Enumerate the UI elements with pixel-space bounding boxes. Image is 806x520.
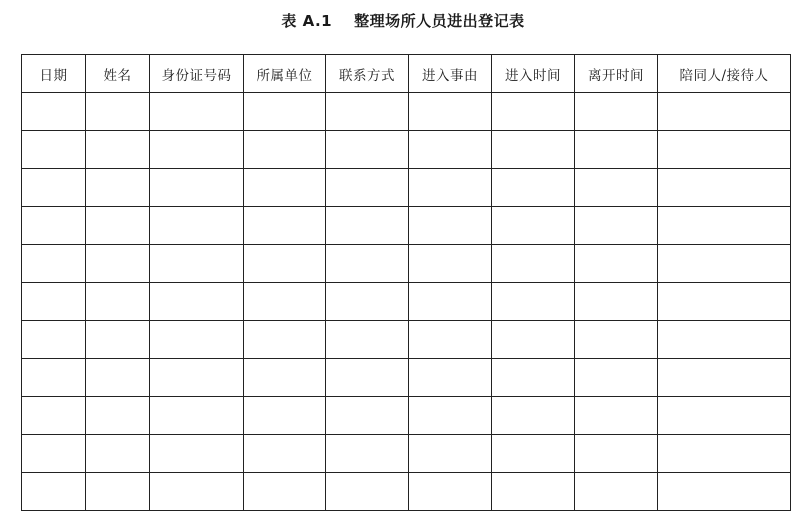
table-cell[interactable] [326, 169, 409, 207]
table-cell[interactable] [409, 245, 492, 283]
header-name: 姓名 [86, 55, 150, 93]
table-cell[interactable] [150, 359, 244, 397]
table-cell[interactable] [86, 169, 150, 207]
table-cell[interactable] [492, 245, 575, 283]
table-cell[interactable] [326, 435, 409, 473]
table-cell[interactable] [150, 93, 244, 131]
table-cell[interactable] [492, 131, 575, 169]
table-row [22, 93, 791, 131]
table-cell[interactable] [150, 321, 244, 359]
table-cell[interactable] [409, 397, 492, 435]
table-cell[interactable] [326, 321, 409, 359]
table-cell[interactable] [86, 245, 150, 283]
table-cell[interactable] [150, 397, 244, 435]
table-cell[interactable] [575, 245, 658, 283]
table-cell[interactable] [150, 131, 244, 169]
table-row [22, 397, 791, 435]
table-cell[interactable] [575, 321, 658, 359]
table-row [22, 473, 791, 511]
table-cell[interactable] [244, 207, 326, 245]
table-cell[interactable] [658, 397, 791, 435]
table-cell[interactable] [658, 473, 791, 511]
table-cell[interactable] [658, 435, 791, 473]
table-cell[interactable] [409, 131, 492, 169]
table-cell[interactable] [244, 435, 326, 473]
header-id-number: 身份证号码 [150, 55, 244, 93]
table-cell[interactable] [575, 359, 658, 397]
table-cell[interactable] [492, 169, 575, 207]
table-cell[interactable] [86, 131, 150, 169]
table-cell[interactable] [492, 93, 575, 131]
table-cell[interactable] [86, 435, 150, 473]
table-cell[interactable] [244, 397, 326, 435]
table-cell[interactable] [22, 359, 86, 397]
table-cell[interactable] [409, 207, 492, 245]
table-cell[interactable] [150, 169, 244, 207]
table-cell[interactable] [22, 207, 86, 245]
table-cell[interactable] [150, 435, 244, 473]
table-cell[interactable] [244, 359, 326, 397]
table-cell[interactable] [22, 397, 86, 435]
table-number: 表 A.1 [281, 12, 333, 30]
table-cell[interactable] [658, 207, 791, 245]
table-cell[interactable] [244, 283, 326, 321]
table-cell[interactable] [22, 283, 86, 321]
table-cell[interactable] [575, 131, 658, 169]
table-cell[interactable] [492, 473, 575, 511]
table-cell[interactable] [22, 93, 86, 131]
table-cell[interactable] [326, 245, 409, 283]
table-cell[interactable] [326, 131, 409, 169]
table-cell[interactable] [22, 131, 86, 169]
header-date: 日期 [22, 55, 86, 93]
table-cell[interactable] [244, 473, 326, 511]
table-cell[interactable] [326, 397, 409, 435]
table-cell[interactable] [658, 283, 791, 321]
table-cell[interactable] [244, 93, 326, 131]
table-cell[interactable] [492, 359, 575, 397]
table-cell[interactable] [86, 321, 150, 359]
document-title [0, 9, 806, 33]
table-cell[interactable] [22, 245, 86, 283]
table-cell[interactable] [409, 473, 492, 511]
table-cell[interactable] [326, 473, 409, 511]
table-cell[interactable] [326, 93, 409, 131]
table-cell[interactable] [492, 321, 575, 359]
table-cell[interactable] [86, 207, 150, 245]
table-cell[interactable] [575, 207, 658, 245]
table-row [22, 169, 791, 207]
table-cell[interactable] [150, 207, 244, 245]
table-cell[interactable] [409, 359, 492, 397]
table-cell[interactable] [326, 283, 409, 321]
table-cell[interactable] [86, 93, 150, 131]
table-cell[interactable] [658, 169, 791, 207]
table-cell[interactable] [575, 283, 658, 321]
header-entry-time: 进入时间 [492, 55, 575, 93]
table-row [22, 359, 791, 397]
table-title: 整理场所人员进出登记表 [354, 12, 525, 30]
header-entry-reason: 进入事由 [409, 55, 492, 93]
table-cell[interactable] [492, 283, 575, 321]
table-cell[interactable] [326, 207, 409, 245]
header-contact: 联系方式 [326, 55, 409, 93]
table-cell[interactable] [22, 473, 86, 511]
table-cell[interactable] [658, 93, 791, 131]
table-cell[interactable] [86, 473, 150, 511]
table-cell[interactable] [658, 245, 791, 283]
table-cell[interactable] [86, 283, 150, 321]
table-cell[interactable] [409, 435, 492, 473]
table-cell[interactable] [575, 93, 658, 131]
table-cell[interactable] [244, 321, 326, 359]
table-cell[interactable] [22, 169, 86, 207]
table-cell[interactable] [409, 283, 492, 321]
table-cell[interactable] [575, 435, 658, 473]
table-cell[interactable] [22, 435, 86, 473]
table-body [22, 93, 791, 511]
table-cell[interactable] [150, 283, 244, 321]
table-row [22, 207, 791, 245]
table-cell[interactable] [86, 359, 150, 397]
table-cell[interactable] [409, 321, 492, 359]
table-cell[interactable] [492, 207, 575, 245]
table-cell[interactable] [244, 131, 326, 169]
header-escort: 陪同人/接待人 [658, 55, 791, 93]
table-cell[interactable] [244, 245, 326, 283]
table-cell[interactable] [492, 397, 575, 435]
table-cell[interactable] [575, 473, 658, 511]
table-cell[interactable] [244, 169, 326, 207]
table-cell[interactable] [658, 131, 791, 169]
table-cell[interactable] [658, 359, 791, 397]
table-cell[interactable] [150, 245, 244, 283]
table-row [22, 245, 791, 283]
table-row [22, 283, 791, 321]
table-cell[interactable] [575, 169, 658, 207]
header-affiliation: 所属单位 [244, 55, 326, 93]
table-cell[interactable] [22, 321, 86, 359]
registration-table [21, 54, 791, 511]
table-row [22, 435, 791, 473]
table-cell[interactable] [409, 93, 492, 131]
table-cell[interactable] [658, 321, 791, 359]
table-cell[interactable] [492, 435, 575, 473]
table-cell[interactable] [326, 359, 409, 397]
table-cell[interactable] [86, 397, 150, 435]
table-cell[interactable] [575, 397, 658, 435]
header-exit-time: 离开时间 [575, 55, 658, 93]
table-cell[interactable] [150, 473, 244, 511]
table-cell[interactable] [409, 169, 492, 207]
table-row [22, 131, 791, 169]
header-row [22, 55, 791, 93]
table-row [22, 321, 791, 359]
